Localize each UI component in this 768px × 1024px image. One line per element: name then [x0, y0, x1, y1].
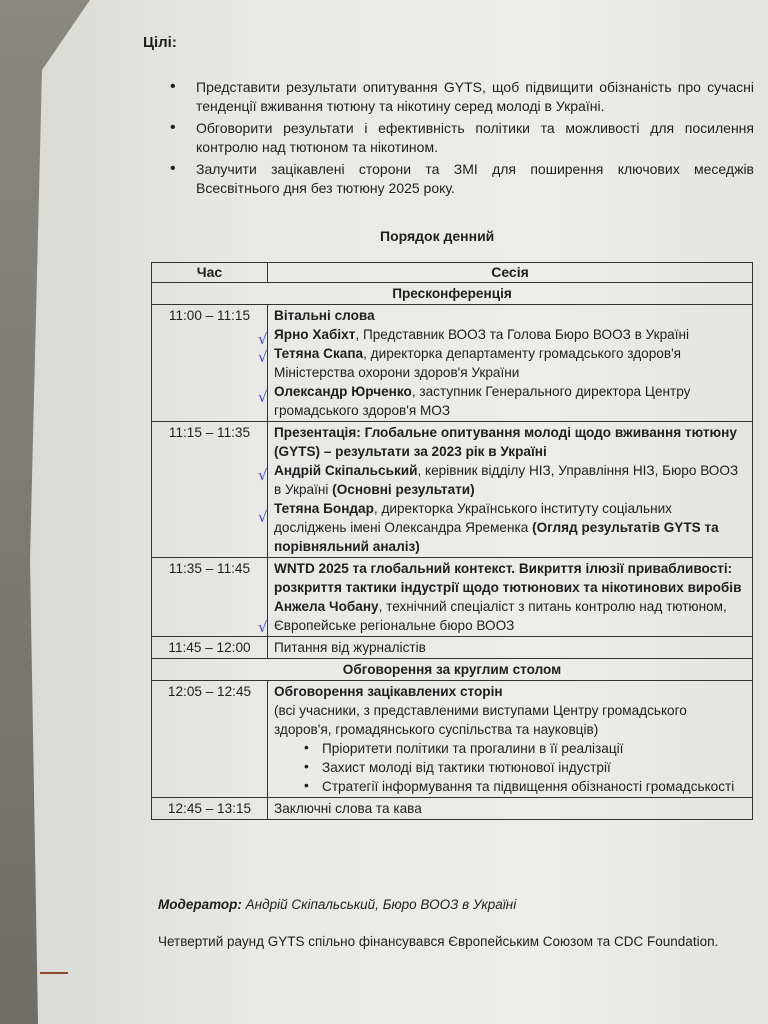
time-cell: 11:45 – 12:00 — [152, 637, 268, 659]
speaker — [274, 499, 746, 556]
time-cell: 12:05 – 12:45 — [152, 681, 268, 798]
topics-list — [274, 739, 746, 796]
speaker — [274, 597, 746, 635]
time-cell: 11:15 – 11:35 — [152, 422, 268, 558]
goal-item: • Залучити зацікавлені сторони та ЗМІ для поширення ключових меседжів Всесвітнього дня без тютюну 2025 року. — [170, 160, 754, 198]
time-cell: 11:00 – 11:15 — [152, 305, 268, 422]
session-cell — [268, 558, 753, 637]
table-row — [152, 558, 753, 637]
speaker — [274, 344, 746, 382]
speaker-topic: (Основні результати) — [332, 482, 475, 497]
speaker-role: , Представник ВООЗ та Голова Бюро ВООЗ в Україні — [355, 327, 690, 342]
speaker-name: Ярно Хабіхт — [274, 327, 356, 342]
goals-heading: Цілі: — [143, 34, 177, 51]
table-row — [152, 637, 753, 659]
pen-checkmark: √ — [258, 466, 268, 484]
goal-item: • Обговорити результати і ефективність політики та можливості для посилення контролю над тютюном та нікотином. — [170, 119, 754, 157]
desk-edge — [40, 972, 68, 974]
session-title: WNTD 2025 та глобальний контекст. Викриття ілюзії привабливості: розкриття тактики індустрії щодо тютюнових та нікотинових виробів — [274, 561, 742, 595]
time-cell: 12:45 – 13:15 — [152, 798, 268, 820]
session-cell: Питання від журналістів — [268, 637, 753, 659]
speaker — [274, 325, 746, 344]
pen-checkmark: √ — [258, 508, 268, 526]
session-cell — [268, 422, 753, 558]
list-item: • Пріоритети політики та прогалини в її реалізації — [322, 739, 746, 758]
speaker-name: Андрій Скіпальський — [274, 463, 418, 478]
funding-note: Четвертий раунд GYTS спільно фінансувався Європейським Союзом та CDC Foundation. — [158, 934, 719, 949]
moderator-label: Модератор: — [158, 897, 242, 912]
agenda-title: Порядок денний — [380, 228, 495, 244]
speaker-name: Олександр Юрченко — [274, 384, 412, 399]
list-item: • Стратегії інформування та підвищення обізнаності громадськості — [322, 777, 746, 796]
session-title: Обговорення зацікавлених сторін — [274, 684, 503, 699]
speaker — [274, 461, 746, 499]
goal-item: • Представити результати опитування GYTS, щоб підвищити обізнаність про сучасні тенденції вживання тютюну та нікотину серед молоді в Україні. — [170, 78, 754, 116]
table-header-row — [152, 263, 753, 283]
table-row — [152, 681, 753, 798]
section-press-conference: Пресконференція — [152, 283, 753, 305]
table-row — [152, 422, 753, 558]
session-cell — [268, 681, 753, 798]
section-row — [152, 283, 753, 305]
speaker-role: , технічний спеціаліст з питань контролю над тютюном, Європейське регіональне бюро ВООЗ — [274, 599, 727, 633]
agenda-table — [151, 262, 753, 820]
speaker-role: , заступник Генерального директора Центру громадського здоров'я МОЗ — [274, 384, 691, 418]
pen-checkmark: √ — [258, 348, 268, 366]
moderator-line — [158, 897, 516, 912]
section-row — [152, 659, 753, 681]
goals-list — [170, 78, 754, 201]
speaker-role: , директорка департаменту громадського здоров'я Міністерства охорони здоров'я України — [274, 346, 682, 380]
speaker-name: Тетяна Бондар — [274, 501, 374, 516]
speaker-name: Анжела Чобану — [274, 599, 379, 614]
pen-checkmark: √ — [258, 330, 268, 348]
session-cell: Заключні слова та кава — [268, 798, 753, 820]
session-header: Сесія — [268, 263, 753, 283]
time-header: Час — [152, 263, 268, 283]
table-row — [152, 305, 753, 422]
session-cell — [268, 305, 753, 422]
speaker-role: , директорка Українського інституту соціальних досліджень імені Олександра Яременка — [274, 501, 672, 535]
pen-checkmark: √ — [258, 388, 268, 406]
list-item: • Захист молоді від тактики тютюнової індустрії — [322, 758, 746, 777]
speaker-name: Тетяна Скапа — [274, 346, 364, 361]
table-row — [152, 798, 753, 820]
speaker-topic: (Огляд результатів GYTS та порівняльний аналіз) — [274, 520, 719, 554]
session-title: Презентація: Глобальне опитування молоді щодо вживання тютюну (GYTS) – результати за 2023 рік в Україні — [274, 425, 737, 459]
session-description: (всі учасники, з представленими виступами Центру громадського здоров'я, громадянського суспільства та науковців) — [274, 703, 687, 737]
speaker — [274, 382, 746, 420]
moderator-text: Андрій Скіпальський, Бюро ВООЗ в Україні — [241, 897, 517, 912]
session-title: Вітальні слова — [274, 308, 375, 323]
section-roundtable: Обговорення за круглим столом — [152, 659, 753, 681]
time-cell: 11:35 – 11:45 — [152, 558, 268, 637]
speaker-role: , керівник відділу НІЗ, Управління НІЗ, Бюро ВООЗ в Україні — [274, 463, 739, 497]
pen-checkmark: √ — [258, 618, 268, 636]
